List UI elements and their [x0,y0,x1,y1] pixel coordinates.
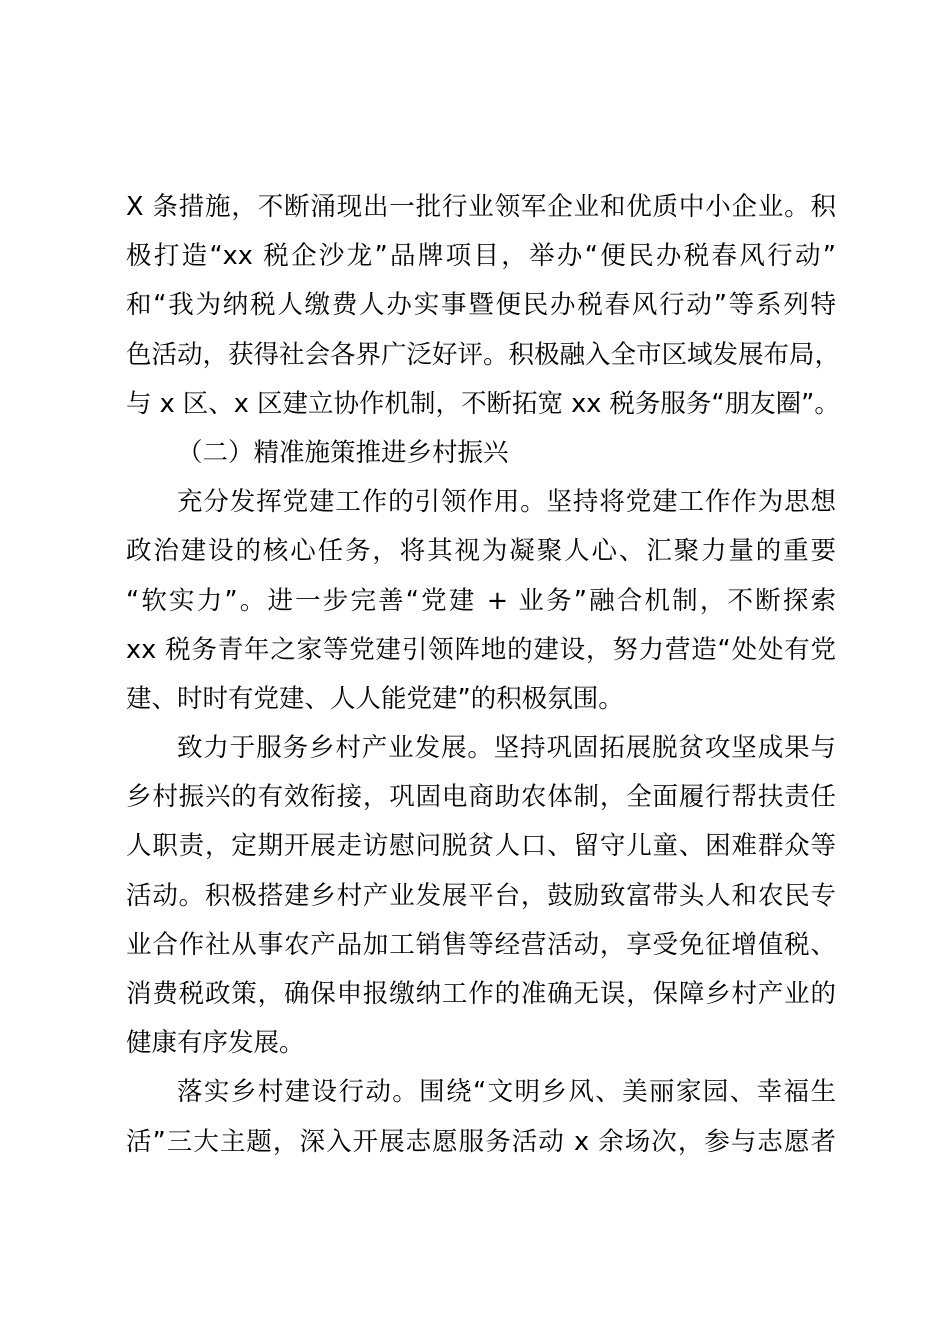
text-line: 活动。积极搭建乡村产业发展平台，鼓励致富带头人和农民专 [126,880,836,911]
text-line: 健康有序发展。 [126,1028,305,1059]
section-heading [126,429,836,478]
text-line: xx 税务青年之家等党建引领阵地的建设，努力营造“处处有党 [126,634,836,665]
text-line: 致力于服务乡村产业发展。坚持巩固拓展脱贫攻坚成果与 [177,733,836,764]
text-line: 政治建设的核心任务，将其视为凝聚人心、汇聚力量的重要 [126,536,836,567]
text-line: 落实乡村建设行动。围绕“文明乡风、美丽家园、幸福生 [177,1077,836,1108]
text-line: 活”三大主题，深入开展志愿服务活动 x 余场次，参与志愿者 [126,1126,836,1157]
text-line: 消费税政策，确保申报缴纳工作的准确无误，保障乡村产业的 [126,979,836,1009]
paragraph-rural-industry [126,724,836,1068]
section-heading-text: （二）精准施策推进乡村振兴 [177,437,509,468]
document-body [126,183,841,1167]
text-line: 人职责，定期开展走访慰问脱贫人口、留守儿童、困难群众等 [126,831,836,862]
text-line: 乡村振兴的有效衔接，巩固电商助农体制，全面履行帮扶责任 [126,782,836,813]
paragraph-continuation [126,183,841,429]
text-line: 和“我为纳税人缴费人办实事暨便民办税春风行动”等系列特 [126,290,836,321]
text-line: “软实力”。进一步完善“党建 + 业务”融合机制，不断探索 [126,585,836,616]
text-line: 色活动，获得社会各界广泛好评。积极融入全市区域发展布局， [126,339,841,370]
text-line: 与 x 区、x 区建立协作机制，不断拓宽 xx 税务服务“朋友圈”。 [126,388,840,419]
text-line: X 条措施，不断涌现出一批行业领军企业和优质中小企业。积 [126,192,836,222]
text-line: 建、时时有党建、人人能党建”的积极氛围。 [126,683,624,714]
paragraph-party-building [126,478,836,724]
text-line: 极打造“xx 税企沙龙”品牌项目，举办“便民办税春风行动” [126,241,836,272]
paragraph-rural-construction [126,1068,836,1166]
text-line: 充分发挥党建工作的引领作用。坚持将党建工作作为思想 [177,487,836,518]
text-line: 业合作社从事农产品加工销售等经营活动，享受免征增值税、 [126,929,836,960]
